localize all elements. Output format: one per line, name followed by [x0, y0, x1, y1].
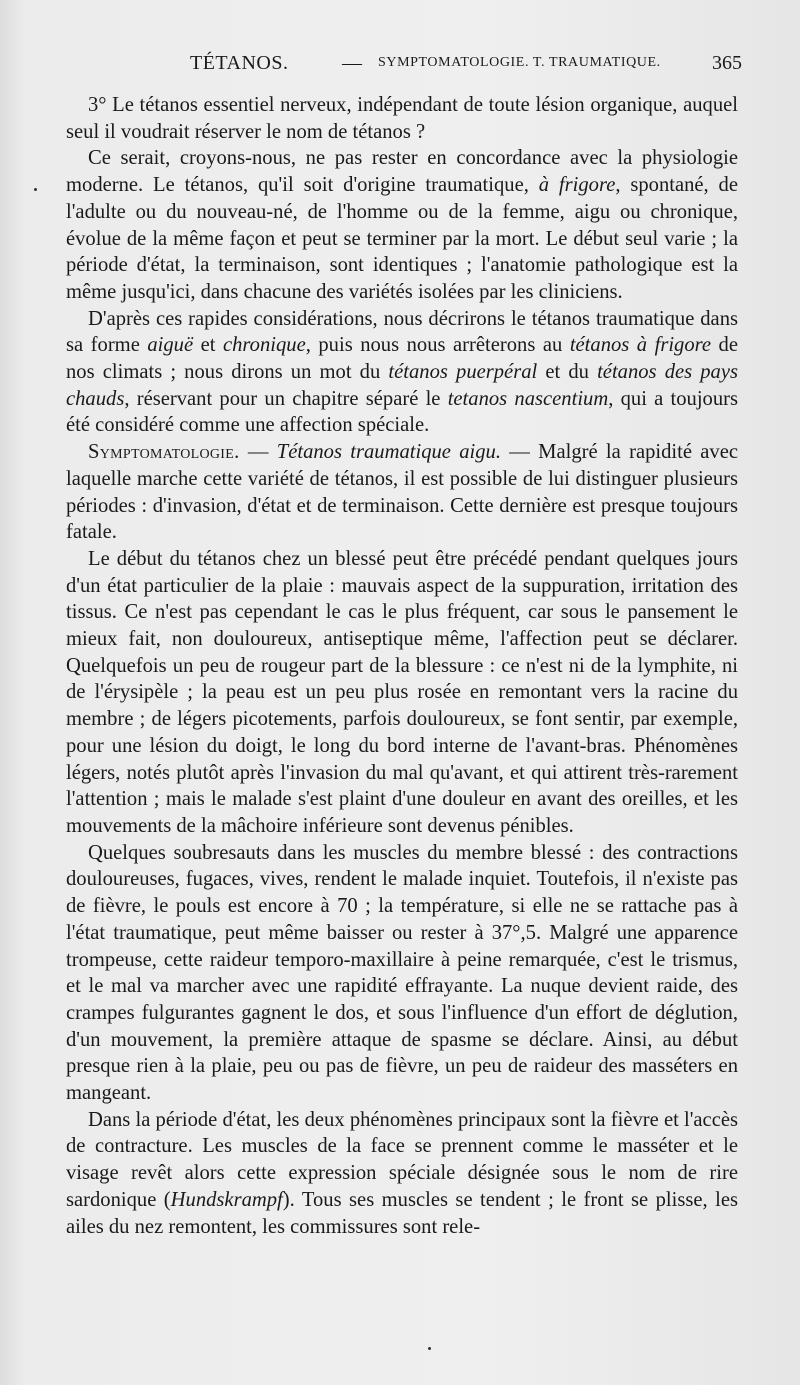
text-run: Ce serait, croyons-nous, ne pas rester en concordance avec la physiologie moderne. Le tétanos, qu'il soit d'origine traumatique,	[66, 147, 738, 197]
header-title: TÉTANOS.	[190, 52, 289, 74]
text-run: 3° Le tétanos essentiel nerveux, indépendant de toute lésion organique, auquel seul il voudrait réserver le nom de tétanos ?	[66, 94, 738, 143]
paragraph	[66, 439, 738, 546]
text-run: Quelques soubresauts dans les muscles du membre blessé : des contractions douloureuses, fugaces, vives, rendent le malade inquiet. Toutefois, il n'existe pas de fièvre, le pouls est encore à 70 ; la température, si elle ne se rattache pas à l'état traumatique, peut même baisser ou rester à 37°,5. Malgré une apparence trompeuse, cette raideur temporo-maxillaire à peine remarquée, c'est le trismus, et le mal va marcher avec une rapidité effrayante. La nuque devient raide, des crampes fulgurantes gagnent le dos, et sous l'influence d'un effort de déglution, d'un mouvement, la première attaque de spasme se déclare. Ainsi, au début presque rien à la plaie, peu ou pas de fièvre, un peu de raideur des masséters en mangeant.	[66, 841, 738, 1105]
text-run: ). Tous ses muscles se tendent ; le front se plisse, les ailes du nez remontent, les commissures sont rele-	[66, 1188, 738, 1238]
text-run: , spontané, de l'adulte ou du nouveau-né, de l'homme ou de la femme, aigu ou chronique, évolue de la même façon et peut se terminer par la mort. Le début seul varie ; la période d'état, la terminaison, sont identiques ; l'anatomie pathologique est la même jusqu'ici, dans chacune des variétés isolées par les cliniciens.	[66, 174, 738, 303]
paragraph	[66, 840, 738, 1107]
header-dash: —	[342, 52, 362, 74]
italic-run: tétanos puerpéral	[388, 361, 538, 384]
page-body-text	[66, 92, 738, 1240]
text-run: , réservant pour un chapitre séparé le	[124, 387, 448, 410]
paragraph	[66, 145, 738, 305]
text-run: —	[239, 441, 277, 464]
italic-run: chronique	[222, 334, 306, 357]
text-run: D'après ces rapides considérations, nous décrirons le tétanos traumatique dans sa forme	[66, 307, 738, 357]
text-run: de nos climats ; nous dirons un mot du	[66, 334, 738, 384]
text-run: Dans la période d'état, les deux phénomènes principaux sont la fièvre et l'accès de contracture. Les muscles de la face se prennent comme le masséter et le visage revêt alors cette expression spéciale désignée sous le nom de rire sardonique (	[66, 1108, 738, 1211]
page-number: 365	[712, 52, 742, 74]
paragraph	[66, 306, 738, 440]
text-run: Le début du tétanos chez un blessé peut être précédé pendant quelques jours d'un état particulier de la plaie : mauvais aspect de la suppuration, irritation des tissus. Ce n'est pas cependant le cas le plus fréquent, car sous le pansement le mieux fait, non douloureux, antiseptique même, l'affection peut se déclarer. Quelquefois un peu de rougeur part de la blessure : ce n'est ni de la lymphite, ni de l'érysipèle ; la peau est un peu plus rosée en remontant vers la racine du membre ; de légers picotements, parfois douloureux, se font sentir, par exemple, pour une lésion du doigt, le long du bord interne de l'avant-bras. Phénomènes légers, notés plutôt après l'invasion du mal qu'avant, et qui attirent très-rarement l'attention ; mais le malade s'est plaint d'une douleur en avant des oreilles, et les mouvements de la mâchoire inférieure sont devenus pénibles.	[66, 547, 738, 837]
section-heading: Symptomatologie.	[88, 441, 240, 464]
italic-run: aiguë	[147, 334, 194, 357]
text-run: et du	[537, 361, 598, 384]
text-run: , qui a toujours été considéré comme une affection spéciale.	[66, 387, 739, 437]
italic-run: à frigore	[538, 174, 616, 197]
text-run: — Malgré la rapidité avec laquelle marche cette variété de tétanos, il est possible de lui distinguer plusieurs périodes : d'invasion, d'état et de terminaison. Cette dernière est presque toujours fatale.	[66, 441, 738, 544]
print-speck	[428, 1347, 431, 1350]
italic-run: tétanos des pays chauds	[66, 361, 739, 410]
running-header	[60, 52, 742, 88]
italic-run: Tétanos traumatique aigu.	[276, 441, 501, 464]
print-speck	[34, 188, 37, 191]
text-run: et	[193, 334, 223, 357]
paragraph	[66, 546, 738, 840]
italic-run: Hundskrampf	[170, 1188, 283, 1211]
italic-run: tetanos nascentium	[447, 387, 609, 410]
paragraph	[66, 1107, 738, 1241]
text-run: , puis nous nous arrêterons au	[305, 334, 570, 357]
header-subtitle: SYMPTOMATOLOGIE. T. TRAUMATIQUE.	[378, 55, 661, 70]
paragraph	[66, 92, 738, 145]
italic-run: tétanos à frigore	[569, 334, 712, 357]
